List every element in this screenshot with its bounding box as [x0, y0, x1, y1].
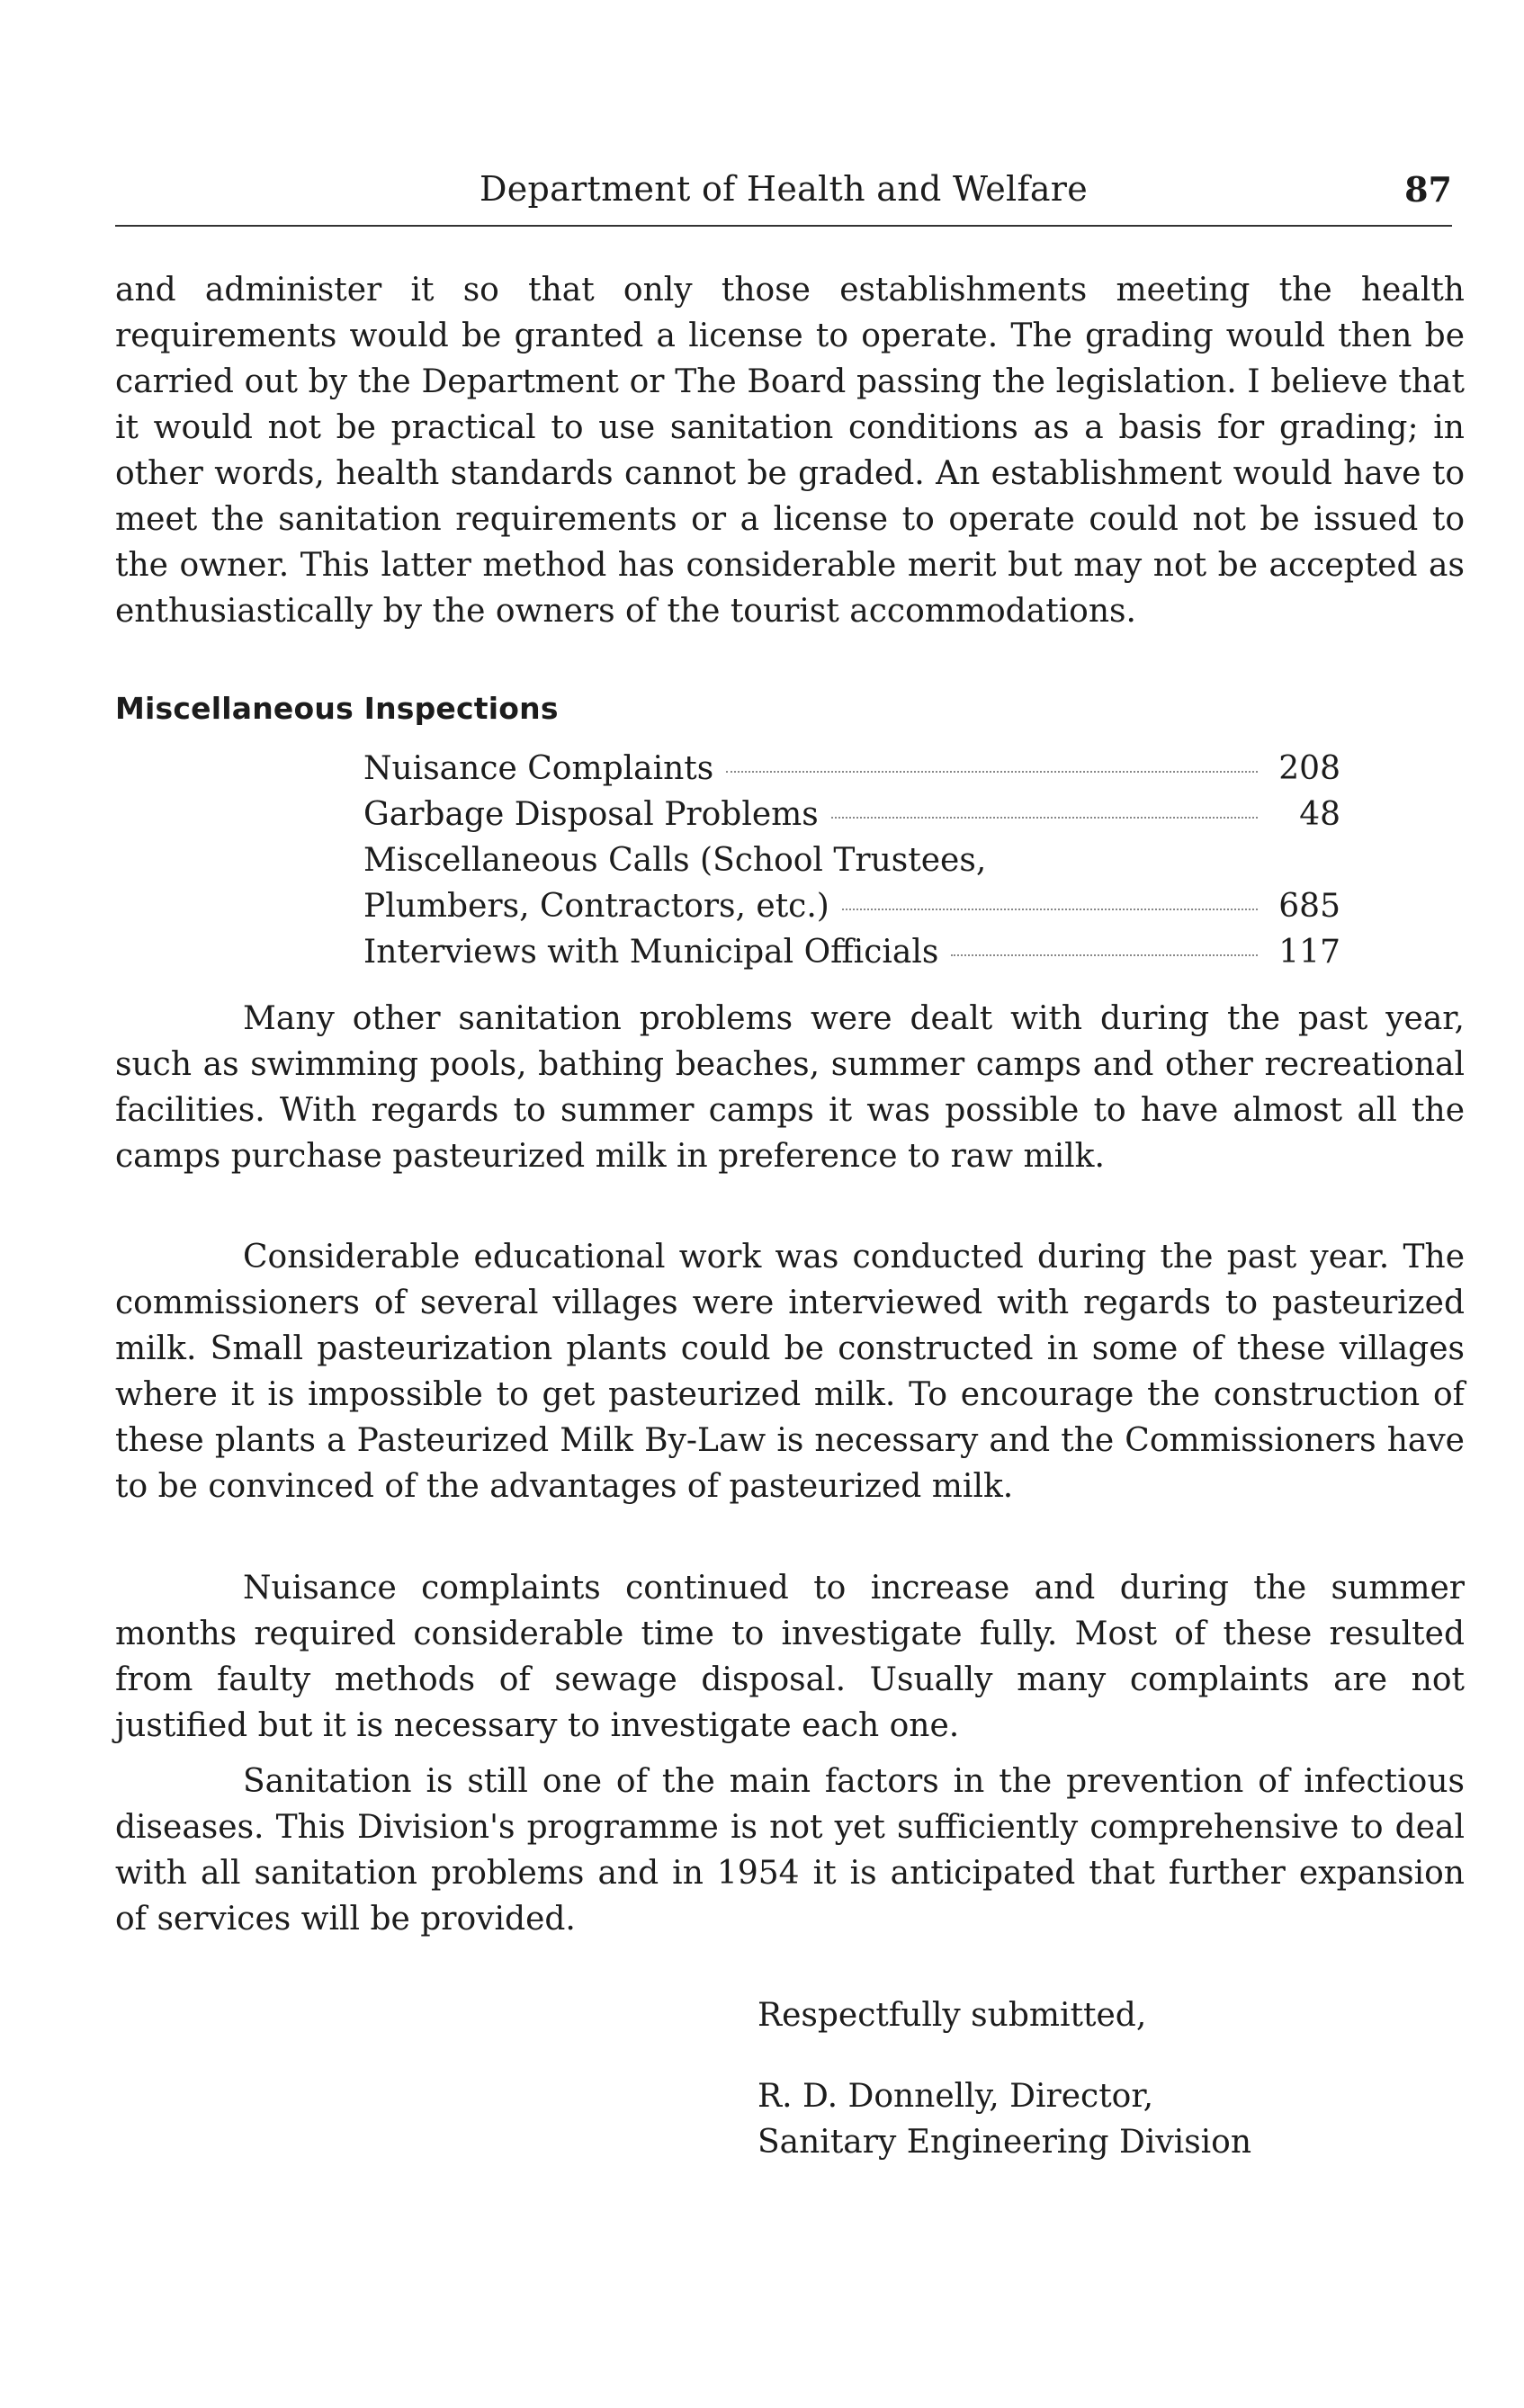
- inspection-row: [363, 929, 1340, 975]
- signature-name: R. D. Donnelly, Director,: [758, 2078, 1154, 2115]
- signature-block: [758, 1992, 1251, 2165]
- section-heading: Miscellaneous Inspections: [115, 691, 559, 726]
- paragraph-educational-work: Considerable educational work was conducted during the past year. The commissioners of several villages were interviewed with regards to pasteurized milk. Small pasteurization plants could be constructed in some of these villages where it is impossible to get pasteurized milk. To encourage the construction of these plants a Pasteurized Milk By-Law is necessary and the Commissioners have to be convinced of the advantages of pasteurized milk.: [115, 1239, 1465, 1505]
- paragraph-conclusion: Sanitation is still one of the main factors in the prevention of infectious diseases. This Division's programme is not yet sufficiently comprehensive to deal with all sanitation problems and in 1954 it is anticipated that further expansion of services will be provided.: [115, 1763, 1465, 1938]
- inspection-row: [363, 792, 1340, 837]
- page-number: 87: [1404, 169, 1452, 210]
- inspection-label: Nuisance Complaints: [363, 750, 714, 787]
- inspection-row: [363, 883, 1340, 929]
- inspection-count: 48: [1299, 796, 1340, 833]
- inspection-label: Interviews with Municipal Officials: [363, 934, 939, 971]
- header-rule: [115, 225, 1452, 227]
- page-header: [115, 166, 1452, 219]
- paragraph-licensing: and administer it so that only those establishments meeting the health requirements would be granted a license to operate. The grading would then be carried out by the Department or The Board passing the legislation. I believe that it would not be practical to use sanitation conditions as a basis for grading; in other words, health standards cannot be graded. An establishment would have to meet the sanitation requirements or a license to operate could not be issued to the owner. This latter method has considerable merit but may not be accepted as enthusiastically by the owners of the tourist accommodations.: [115, 272, 1465, 630]
- dot-leader: [726, 771, 1258, 773]
- dot-leader: [951, 954, 1258, 956]
- inspection-label: Plumbers, Contractors, etc.): [363, 888, 829, 925]
- inspection-row: [363, 746, 1340, 792]
- inspection-count: 208: [1278, 750, 1340, 787]
- inspection-row: [363, 837, 1340, 883]
- inspection-label: Miscellaneous Calls (School Trustees,: [363, 842, 987, 879]
- inspection-label: Garbage Disposal Problems: [363, 796, 819, 833]
- inspection-count: 117: [1278, 934, 1340, 971]
- inspection-count: 685: [1278, 888, 1340, 925]
- paragraph-nuisance-complaints: Nuisance complaints continued to increase and during the summer months required considerable time to investigate fully. Most of these resulted from faulty methods of sewage disposal. Usually many complaints are not justified but it is necessary to investigate each one.: [115, 1570, 1465, 1744]
- dot-leader: [842, 909, 1258, 910]
- running-title: Department of Health and Welfare: [479, 169, 1089, 209]
- dot-leader: [831, 817, 1258, 819]
- signature-closing: Respectfully submitted,: [758, 1997, 1147, 2034]
- inspections-list: [363, 746, 1340, 975]
- signature-division: Sanitary Engineering Division: [758, 2124, 1252, 2161]
- paragraph-sanitation-problems: Many other sanitation problems were dealt with during the past year, such as swimming pools, bathing beaches, summer camps and other recreational facilities. With regards to summer camps it was possible to have almost all the camps purchase pasteurized milk in preference to raw milk.: [115, 1000, 1465, 1175]
